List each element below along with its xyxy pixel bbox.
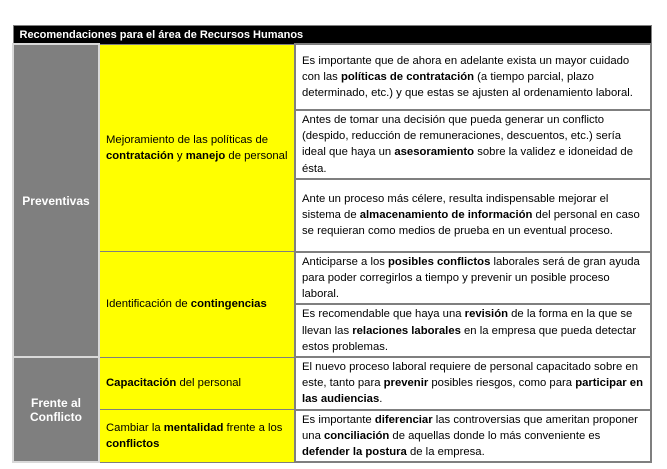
emphasis-text: almacenamiento de información (359, 209, 533, 222)
text-run: frente a los (223, 421, 283, 434)
table-title: Recomendaciones para el área de Recursos Humanos (13, 26, 651, 45)
emphasis-text: manejo (185, 149, 226, 162)
text-run: y (173, 149, 186, 162)
emphasis-text: posibles conflictos (388, 255, 491, 268)
text-run: Es importante que de ahora en adelante exista un mayor cuidado con las (302, 54, 630, 83)
emphasis-text: participar en las audiencias (302, 377, 643, 406)
category-preventivas: Preventivas (13, 44, 99, 357)
text-run: Ante un proceso más célere, resulta indispensable mejorar el sistema de (302, 193, 609, 222)
recommendation-posibles-conflictos (295, 252, 651, 305)
emphasis-text: contingencias (190, 298, 267, 311)
recommendations-table (12, 25, 652, 463)
text-run: (a tiempo parcial, plazo determinado, etc.) y que estas se ajusten al ordenamiento laboral. (302, 70, 633, 100)
text-run: de aquellas donde lo más conveniente es (389, 429, 601, 442)
subcategory-contratacion (99, 44, 295, 252)
emphasis-text: asesoramiento (394, 146, 475, 159)
recommendation-diferenciar (295, 410, 651, 463)
recommendation-politicas-contratacion (295, 44, 651, 110)
emphasis-text: Capacitación (106, 377, 177, 390)
emphasis-text: prevenir (383, 377, 429, 390)
recommendation-relaciones-laborales (295, 304, 651, 357)
text-run: Es importante (302, 413, 375, 426)
text-run: laborales será de gran ayuda para poder corregirlos a tiempo y prevenir un posible proceso laboral. (302, 255, 640, 301)
text-run: sobre la validez e idoneidad de ésta. (302, 146, 633, 175)
recommendation-capacitacion (295, 357, 651, 410)
text-run: Identificación de (106, 298, 191, 311)
text-run: de personal (225, 149, 288, 162)
text-run: de la empresa. (406, 446, 485, 459)
text-run: Cambiar la (106, 421, 164, 434)
emphasis-text: mentalidad (163, 421, 224, 434)
subcategory-mentalidad (99, 410, 295, 463)
text-run: Es recomendable que haya una (302, 308, 465, 321)
subcategory-contingencias (99, 252, 295, 357)
text-run: Anticiparse a los (302, 255, 389, 268)
text-run: de la forma en la que se llevan las (302, 308, 633, 337)
emphasis-text: diferenciar (374, 413, 433, 426)
text-run: del personal (176, 377, 242, 390)
emphasis-text: defender la postura (302, 446, 407, 459)
recommendation-almacenamiento (295, 179, 651, 252)
subcategory-capacitacion (99, 357, 295, 410)
emphasis-text: políticas de contratación (340, 70, 475, 83)
text-run: Antes de tomar una decisión que pueda generar un conflicto (despido, reducción de remuneraciones, descuentos, etc.) sería ideal que haya un (302, 114, 621, 159)
emphasis-text: revisión (464, 308, 508, 321)
text-run: posibles riesgos, como para (428, 377, 576, 390)
emphasis-text: conflictos (106, 437, 160, 450)
text-run: del personal en caso se requieran como medios de prueba en un eventual proceso. (302, 209, 640, 238)
text-run: las controversias que ameritan proponer una (302, 413, 638, 442)
text-run: . (379, 393, 383, 406)
recommendation-asesoramiento (295, 110, 651, 179)
emphasis-text: conciliación (324, 429, 390, 442)
text-run: Mejoramiento de las políticas de (106, 133, 269, 146)
emphasis-text: contratación (106, 149, 174, 162)
category-frente-al-conflicto: Frente al Conflicto (13, 357, 99, 462)
emphasis-text: relaciones laborales (352, 324, 461, 337)
text-run: en la empresa que pueda detectar estos problemas. (302, 324, 637, 353)
text-run: El nuevo proceso laboral requiere de personal capacitado sobre en este, tanto para (302, 361, 638, 390)
